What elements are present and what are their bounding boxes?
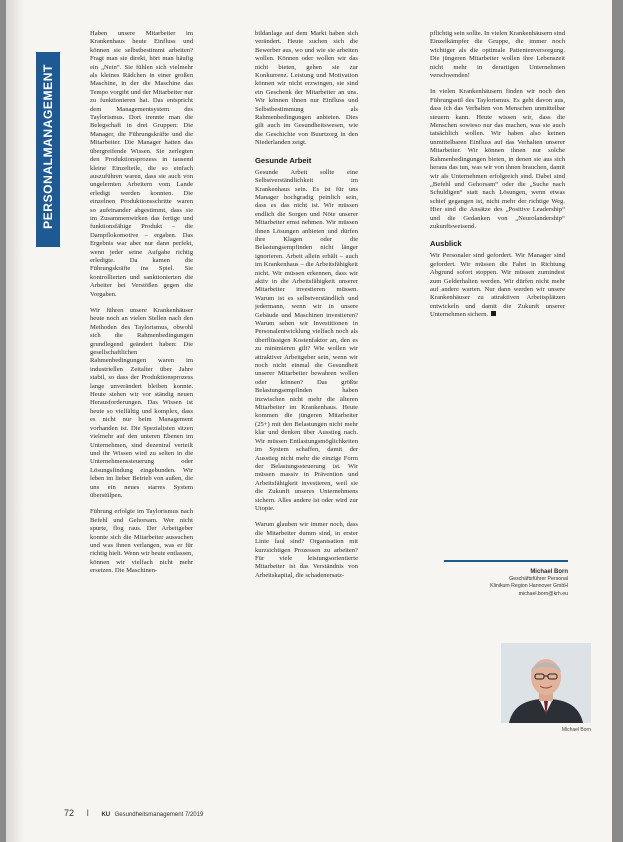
author-email: michael.born@krh.eu	[518, 590, 568, 597]
paragraph: Warum glauben wir immer noch, dass die Mitarbeiter dumm sind, in erster Linie faul sind? Organisation mit kurzsichtigen Prozessen zu arbeiten? Für viele leistungsorientierte Mitarbeiter ist das Verständnis von Arbeitskapital, die schadenersatz-	[255, 521, 358, 579]
magazine-logo: KU	[101, 812, 111, 818]
text-column-1	[90, 30, 193, 584]
subheading-gesunde-arbeit: Gesunde Arbeit	[255, 155, 312, 165]
subheading-ausblick: Ausblick	[430, 239, 462, 249]
paragraph	[430, 252, 565, 319]
paragraph: bildanlage auf dem Markt haben sich verändert. Heute suchen sich die Bewerber aus, wo und wie sie arbeiten wollen. Können oder wollen wir das nicht bieten, gehen sie zur Konkurrenz. Leistung und Motivation können wir nicht erzwingen, sie sind ein Geschenk der Mitarbeiter an uns. Wir können ihnen nur Einfluss und Selbstbestimmung als Rahmenbedingungen anbieten. Dies gilt auch im Gesundheitswesen, wie die Geschichte von Buurtzorg in den Niederlanden zeigt.	[255, 30, 358, 147]
magazine-issue: Gesundheitsmanagement 7/2019	[114, 812, 204, 818]
author-portrait-icon	[501, 643, 591, 723]
photo-caption: Michael Born	[561, 727, 591, 733]
paragraph: Haben unsere Mitarbeiter im Krankenhaus heute Einfluss und können sie selbstbestimmt arbeiten? Fragt man sie direkt, hört man häufig ein „Nein“. Sie fühlen sich vielmehr als kleines Rädchen in einer großen Maschine, in der die Maschine das Tempo vorgibt und der Mitarbeiter nur zu funktionieren hat. Das entspricht dem Managementsystem des Taylorismus. Dort trennte man die Belegschaft in drei Gruppen: Die Manager, die Führungskräfte und die Mitarbeiter. Die Manager hatten das übergreifende Wissen. Sie zerlegten den Produktionsprozess in tausend kleine Einzelteile, die so einfach auszuführen waren, dass sie auch von ungelernten Arbeitern vom Lande erledigt werden konnten. Die einzelnen Produktionsschritte waren so aufeinander abgestimmt, dass sie im Zusammenwirken das fertige und funktionsfähige Produkt – die Dampflokomotive – ergaben. Das Ergebnis war aber nur dann perfekt, wenn jeder seine Aufgabe richtig erledigte. Da kamen die Führungskräfte ins Spiel. Sie kontrollierten und sanktionierten die Arbeiter bei Verstößen gegen die Vorgaben.	[90, 30, 193, 298]
paragraph: Wir führen unsere Krankenhäuser heute noch an vielen Stellen nach den Methoden des Taylorismus, obwohl sich die Rahmenbedingungen grundlegend geändert haben: Die gesellschaftlichen Rahmenbedingungen waren im industriellen Zeitalter über Jahre stabil, so dass der Produktionsprozess lange unverändert bleiben konnte. Heute stehen wir vor ständig neuen Herausforderungen. Das Wissen ist heute so vielfältig und komplex, dass es nicht nur beim Management vorhanden ist. Die Spezialisten sitzen vielmehr auf den unteren Ebenen im Unternehmen, sind dezentral verteilt und ihr Wissen wird zu selten in die Unternehmenssteuerung oder Lösungsfindung eingebunden. Wir leben im lieber Betrieb von außen, die uns ein neues starres System überstülpen.	[90, 307, 193, 499]
paragraph: pflichtig sein sollte. In vielen Krankenhäusern sind Einzelkämpfer die Gruppe, die immer noch wichtiger als die optimale Patientenversorgung. Die jüngeren Mitarbeiter wollen ihre Lebenszeit nicht mehr in derartigen Unternehmen verschwenden!	[430, 30, 565, 80]
author-photo	[501, 643, 591, 723]
closing-paragraph-text: Wir Personaler sind gefordert. Wir Manager sind gefordert. Wir müssen die Fahrt in Richtung Abgrund sofort stoppen. Wir müssen zumindest zum Gelderhalten werden. Wir dürfen nicht mehr auf andere warten. Nur dann werden wir unsere Krankenhäuser zu attraktiven Arbeitsplätzen entwickeln und damit die Zukunft unserer Unternehmen sichern.	[430, 252, 565, 319]
end-mark-icon	[491, 311, 496, 316]
author-divider	[444, 560, 568, 562]
author-company: Klinikum Region Hannover GmbH	[490, 583, 568, 590]
section-label: PERSONALMANAGEMENT	[41, 64, 55, 229]
author-role: Geschäftsführer Personal	[509, 576, 568, 583]
text-column-3	[430, 30, 565, 328]
footer-separator: I	[86, 808, 89, 818]
paragraph: Führung erfolgte im Taylorismus nach Befehl und Gehorsam. Wer nicht spurte, flog raus. Der Arbeitgeber konnte sich die Mitarbeiter aussuchen und was ihnen verlangen, was er für richtig hielt. Wenn wir heute entlassen, können wir vielfach nicht mehr ersetzen. Die Maschinen-	[90, 508, 193, 575]
text-column-2	[255, 30, 358, 588]
paragraph: Gesunde Arbeit sollte eine Selbstverständlichkeit im Krankenhaus sein. Es ist für uns Manager hochgradig peinlich sein, dass es das nicht ist. Wir müssen endlich die Sorgen und Nöte unserer Mitarbeiter ernst nehmen. Wir müssen ihnen Lösungen anbieten und dürfen ihre Klagen oder die Belastungsempfinden nicht länger ignorieren. Arbeit allein erhält – auch im Krankenhaus – die Arbeitsfähigkeit nicht. Wir müssen erkennen, dass wir aktiv in die Arbeitsfähigkeit unserer Mitarbeiter investieren müssen. Warum ist es selbstverständlich und jedermann, wenn wir in unsere Gebäude und Maschinen investieren? Warum sehen wir Investitionen in Personalentwicklung vielfach noch als überflüssigen Kostenfaktor an, den es zu minimieren gilt? Wie wollen wir attraktiver Arbeitgeber sein, wenn wir noch nicht einmal die Gesundheit unserer Mitarbeiter bewahren wollen oder können? Das größte Belastungsempfinden haben inzwischen nicht mehr die älteren Mitarbeiter im Krankenhaus. Heute kommen die jüngeren Mitarbeiter (25+) mit den Belastungen nicht mehr klar und denken über Ausstieg nach. Wir müssen Entlastungsmöglichkeiten im System schaffen, damit der Ausstieg nicht mehr die einzige Form der Belastungssteuerung ist. Wir müssen massiv in Prävention und Arbeitsfähigkeit investieren, weil sie die Zukunft unseres Unternehmens sichern. Alles andere ist oder wird zur Utopie.	[255, 168, 358, 512]
paragraph: In vielen Krankenhäusern finden wir noch den Führungsstil des Taylorismus. Es geht davon aus, dass ich das Verhalten von Menschen unmittelbar steuern kann. Heute wissen wir, dass die Menschen sowieso nur das machen, was sie auch tatsächlich wollen. Wir haben also keinen unmittelbaren Einfluss auf das Verhalten unserer Mitarbeiter. Wir können ihnen nur solche Rahmenbedingungen bieten, in denen sie aus sich heraus das tun, was wir von ihnen brauchen, damit wir als Unternehmen erfolgreich sind. Dabei sind „Befehl und Gehorsam“ oder die „Suche nach Schuldigen“ statt nach Lösungen, wenn etwas schief gegangen ist, nicht mehr der richtige Weg. Hier sind die Ansätze des „Positive Leadership“ und die Gedanken von „Neurolandership“ zukunftsweisend.	[430, 88, 565, 230]
page-number: 72	[64, 808, 75, 818]
author-box	[444, 569, 568, 598]
page-footer	[64, 803, 204, 818]
section-tab	[36, 52, 60, 247]
magazine-page	[6, 0, 612, 842]
author-name: Michael Born	[530, 569, 568, 575]
page-gutter-shadow	[6, 0, 24, 842]
